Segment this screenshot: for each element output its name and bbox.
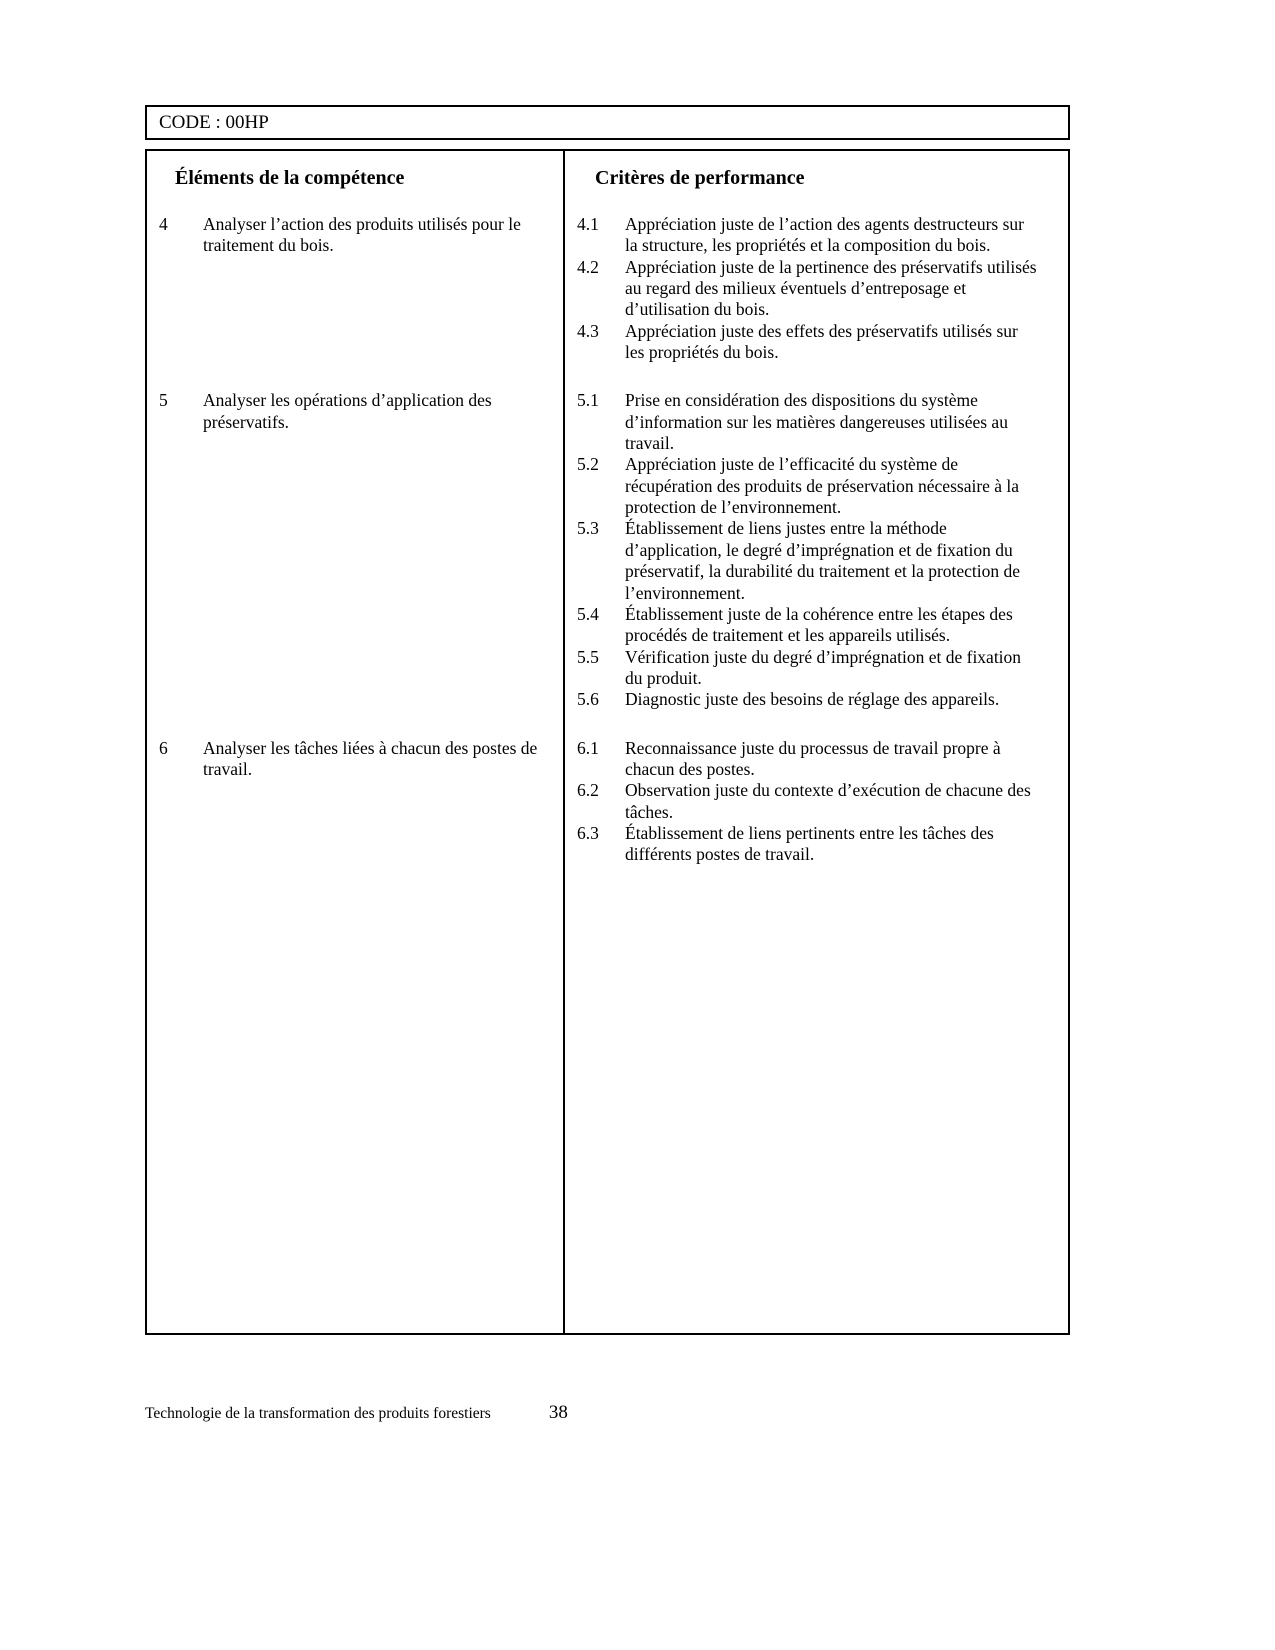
criteria-cell [563, 214, 1068, 363]
code-box [145, 105, 1070, 140]
element-cell [147, 738, 563, 866]
element-cell [147, 214, 563, 363]
criterion-text: Reconnaissance juste du processus de travail propre à chacun des postes. [625, 737, 1001, 779]
criterion-number: 6.1 [577, 737, 599, 758]
element-number: 5 [159, 390, 168, 411]
criterion-number: 5.3 [577, 518, 599, 539]
criterion-number: 5.4 [577, 603, 599, 624]
footer [145, 1402, 568, 1424]
criteria-cell [563, 390, 1068, 710]
criterion-text: Appréciation juste des effets des préservatifs utilisés sur les propriétés du bois. [625, 320, 1018, 363]
footer-title: Technologie de la transformation des produits forestiers [145, 1405, 491, 1422]
criterion-text: Établissement de liens pertinents entre les tâches des différents postes de travail. [625, 822, 994, 865]
criterion-text: Établissement de liens justes entre la méthode d’application, le degré d’imprégnation et de fixation du préservatif, la durabilité du traitement et la protection de l’environnement. [625, 518, 1021, 603]
criterion-text: Appréciation juste de l’action des agents destructeurs sur la structure, les propriétés et la composition du bois. [625, 214, 1024, 256]
element-text: Analyser l’action des produits utilisés pour le traitement du bois. [203, 214, 521, 256]
page-number: 38 [548, 1402, 568, 1423]
element-number: 6 [159, 737, 168, 758]
criterion-text: Prise en considération des dispositions du système d’information sur les matières dangereuses utilisées au travail. [625, 390, 1008, 454]
element-text: Analyser les opérations d’application des préservatifs. [203, 390, 492, 432]
table-content [147, 151, 1068, 866]
criterion-row [577, 257, 1040, 321]
competence-group-row [147, 214, 1068, 363]
criterion-row [577, 390, 1040, 454]
competence-group-row [147, 390, 1068, 710]
criterion-text: Appréciation juste de la pertinence des préservatifs utilisés au regard des milieux éventuels d’entreposage et d’utilisation du bois. [625, 256, 1037, 320]
criterion-number: 4.1 [577, 214, 599, 234]
criterion-text: Établissement juste de la cohérence entre les étapes des procédés de traitement et les appareils utilisés. [625, 603, 1013, 646]
criterion-number: 4.3 [577, 320, 599, 341]
criterion-text: Diagnostic juste des besoins de réglage des appareils. [625, 689, 1000, 710]
criterion-row [577, 689, 1040, 710]
criterion-number: 4.2 [577, 256, 599, 277]
criterion-row [577, 604, 1040, 647]
criterion-number: 6.3 [577, 822, 599, 843]
left-column-header: Éléments de la compétence [175, 167, 405, 189]
competence-table [145, 149, 1070, 1335]
criterion-number: 5.6 [577, 689, 599, 710]
element-cell [147, 390, 563, 710]
criterion-row [577, 214, 1040, 257]
criterion-text: Vérification juste du degré d’imprégnation et de fixation du produit. [625, 646, 1022, 688]
element-text: Analyser les tâches liées à chacun des postes de travail. [203, 737, 538, 779]
competence-group-row [147, 738, 1068, 866]
element-number: 4 [159, 214, 168, 234]
criterion-text: Observation juste du contexte d’exécution de chacune des tâches. [625, 780, 1031, 822]
criterion-row [577, 518, 1040, 603]
criterion-row [577, 823, 1040, 866]
criterion-number: 5.2 [577, 454, 599, 475]
right-column-header: Critères de performance [595, 167, 805, 189]
criterion-number: 6.2 [577, 780, 599, 801]
criterion-row [577, 738, 1040, 781]
table-header-row [147, 167, 1068, 190]
criterion-row [577, 647, 1040, 690]
criterion-number: 5.1 [577, 390, 599, 411]
criterion-text: Appréciation juste de l’efficacité du système de récupération des produits de préservation nécessaire à la protection de l’environnement. [625, 454, 1020, 518]
criterion-row [577, 780, 1040, 823]
criterion-number: 5.5 [577, 646, 599, 667]
criteria-cell [563, 738, 1068, 866]
criterion-row [577, 454, 1040, 518]
code-label: CODE : 00HP [159, 111, 269, 133]
criterion-row [577, 321, 1040, 364]
table-body [147, 214, 1068, 866]
